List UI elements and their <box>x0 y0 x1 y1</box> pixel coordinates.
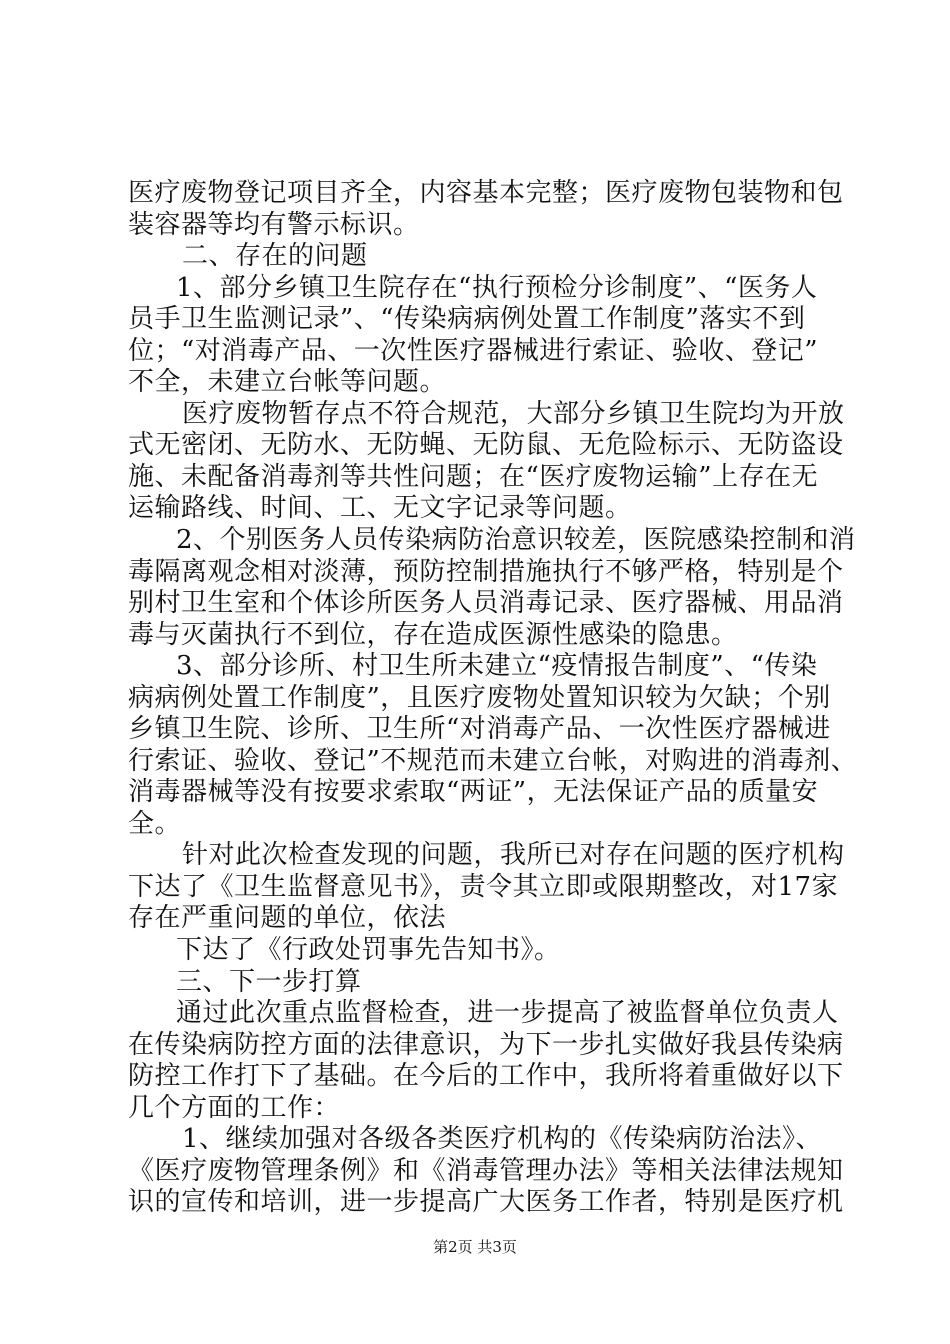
text-line: 识的宣传和培训，进一步提高广大医务工作者，特别是医疗机 <box>128 1187 844 1217</box>
section-heading: 二、存在的问题 <box>182 241 368 271</box>
text-line: 式无密闭、无防水、无防蝇、无防鼠、无危险标示、无防盗设 <box>128 430 844 460</box>
text-line: 下达了《卫生监督意见书》，责令其立即或限期整改，对17家 <box>128 872 839 902</box>
text-line: 位；“对消毒产品、一次性医疗器械进行索证、验收、登记” <box>128 336 819 366</box>
text-line: 在传染病防控方面的法律意识，为下一步扎实做好我县传染病 <box>128 1030 844 1060</box>
text-line: 消毒器械等没有按要求索取“两证”，无法保证产品的质量安 <box>128 777 819 807</box>
text-line: 病病例处置工作制度”，且医疗废物处置知识较为欠缺；个别 <box>128 683 831 713</box>
text-line: 毒隔离观念相对淡薄，预防控制措施执行不够严格，特别是个 <box>128 557 844 587</box>
text-line: 《医疗废物管理条例》和《消毒管理办法》等相关法律法规知 <box>128 1156 844 1186</box>
text-line: 装容器等均有警示标识。 <box>128 210 420 240</box>
text-line: 行索证、验收、登记”不规范而未建立台帐，对购进的消毒剂、 <box>128 746 858 776</box>
text-line: 毒与灭菌执行不到位，存在造成医源性感染的隐患。 <box>128 620 738 650</box>
text-line: 不全，未建立台帐等问题。 <box>128 367 447 397</box>
text-line: 医疗废物暂存点不符合规范，大部分乡镇卫生院均为开放 <box>182 399 845 429</box>
text-line: 别村卫生室和个体诊所医务人员消毒记录、医疗器械、用品消 <box>128 588 844 618</box>
text-line: 下达了《行政处罚事先告知书》。 <box>176 935 561 965</box>
text-line: 运输路线、时间、工、无文字记录等问题。 <box>128 493 632 523</box>
text-line: 防控工作打下了基础。在今后的工作中，我所将着重做好以下 <box>128 1061 844 1091</box>
text-line: 3、部分诊所、村卫生所未建立“疫情报告制度”、“传染 <box>176 651 818 681</box>
text-line: 几个方面的工作： <box>128 1093 341 1123</box>
text-line: 2、个别医务人员传染病防治意识较差，医院感染控制和消 <box>176 525 856 555</box>
text-line: 存在严重问题的单位，依法 <box>128 903 447 933</box>
section-heading: 三、下一步打算 <box>176 967 362 997</box>
text-line: 针对此次检查发现的问题，我所已对存在问题的医疗机构 <box>182 840 845 870</box>
page-number-footer: 第2页 共3页 <box>433 1238 517 1256</box>
text-line: 全。 <box>128 809 182 839</box>
text-line: 通过此次重点监督检查，进一步提高了被监督单位负责人 <box>176 998 839 1028</box>
text-line: 医疗废物登记项目齐全，内容基本完整；医疗废物包装物和包 <box>128 178 844 208</box>
text-line: 1、继续加强对各级各类医疗机构的《传染病防治法》、 <box>182 1124 823 1154</box>
text-line: 乡镇卫生院、诊所、卫生所“对消毒产品、一次性医疗器械进 <box>128 714 831 744</box>
text-line: 1、部分乡镇卫生院存在“执行预检分诊制度”、“医务人 <box>176 273 818 303</box>
text-line: 施、未配备消毒剂等共性问题；在“医疗废物运输”上存在无 <box>128 462 819 492</box>
text-line: 员手卫生监测记录”、“传染病病例处置工作制度”落实不到 <box>128 304 806 334</box>
